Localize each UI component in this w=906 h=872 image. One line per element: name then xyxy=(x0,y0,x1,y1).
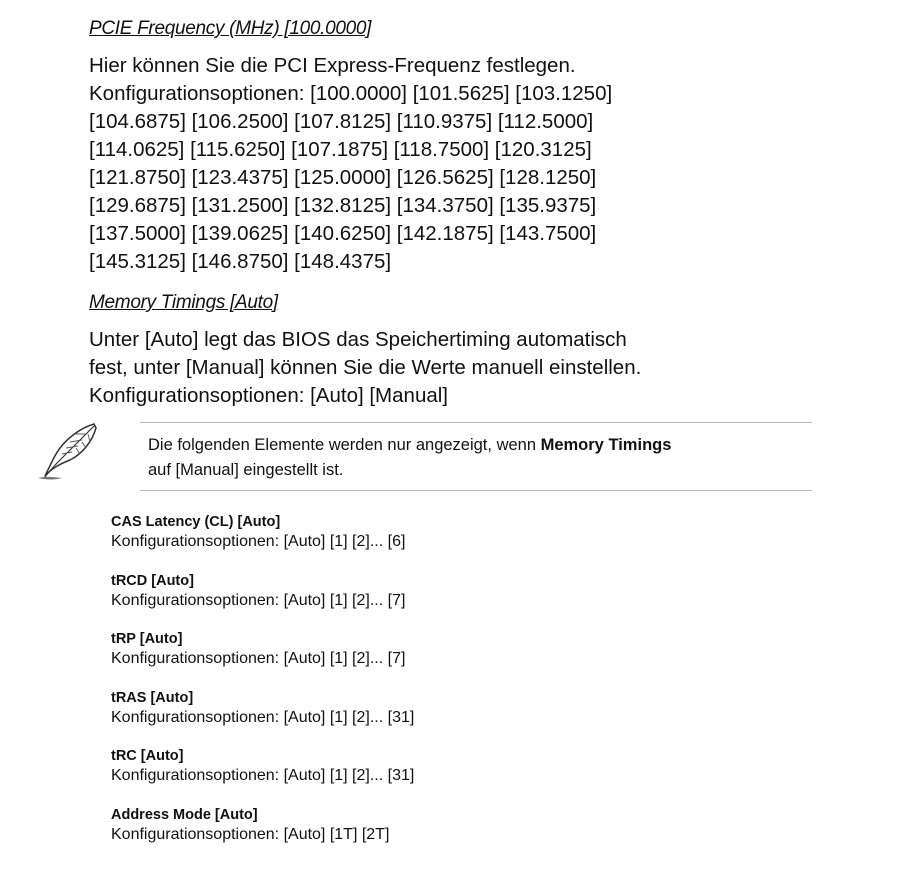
setting-options: Konfigurationsoptionen: [Auto] [1] [2]... [7] xyxy=(111,592,406,609)
setting-title: tRCD [Auto] xyxy=(111,573,194,589)
text-line: [121.8750] [123.4375] [125.0000] [126.5625] [128.1250] xyxy=(89,166,597,189)
setting-item-address-mode xyxy=(111,806,389,846)
setting-item-tras xyxy=(111,689,414,729)
text-line: [137.5000] [139.0625] [140.6250] [142.1875] [143.7500] xyxy=(89,222,597,245)
feather-quill-icon xyxy=(36,420,102,482)
text-line: Konfigurationsoptionen: [Auto] [Manual] xyxy=(89,384,448,407)
note-top-divider xyxy=(140,422,812,423)
text-line: Unter [Auto] legt das BIOS das Speichertiming automatisch xyxy=(89,328,627,351)
memory-timings-heading: Memory Timings [Auto] xyxy=(89,292,278,313)
setting-title: CAS Latency (CL) [Auto] xyxy=(111,514,281,530)
text-line: [104.6875] [106.2500] [107.8125] [110.9375] [112.5000] xyxy=(89,110,594,133)
note-text xyxy=(148,433,671,483)
setting-title: tRC [Auto] xyxy=(111,748,184,764)
pcie-frequency-description xyxy=(89,52,612,276)
setting-title: tRAS [Auto] xyxy=(111,690,194,706)
setting-item-trc xyxy=(111,747,414,787)
setting-options: Konfigurationsoptionen: [Auto] [1] [2]... [31] xyxy=(111,767,415,784)
setting-options: Konfigurationsoptionen: [Auto] [1] [2]... [31] xyxy=(111,709,415,726)
text-line: Hier können Sie die PCI Express-Frequenz festlegen. xyxy=(89,54,576,77)
setting-item-trcd xyxy=(111,572,405,612)
setting-options: Konfigurationsoptionen: [Auto] [1] [2]... [6] xyxy=(111,533,406,550)
note-bottom-divider xyxy=(140,490,812,491)
setting-title: Address Mode [Auto] xyxy=(111,807,258,823)
setting-item-cas-latency xyxy=(111,513,405,553)
setting-title: tRP [Auto] xyxy=(111,631,183,647)
setting-options: Konfigurationsoptionen: [Auto] [1] [2]... [7] xyxy=(111,650,406,667)
note-text-after: auf [Manual] eingestellt ist. xyxy=(148,461,344,479)
memory-timings-description xyxy=(89,326,641,410)
setting-item-trp xyxy=(111,630,405,670)
pcie-frequency-heading: PCIE Frequency (MHz) [100.0000] xyxy=(89,18,372,39)
text-line: [114.0625] [115.6250] [107.1875] [118.7500] [120.3125] xyxy=(89,138,592,161)
text-line: Konfigurationsoptionen: [100.0000] [101.5625] [103.1250] xyxy=(89,82,613,105)
note-text-bold: Memory Timings xyxy=(540,436,672,454)
text-line: fest, unter [Manual] können Sie die Werte manuell einstellen. xyxy=(89,356,642,379)
text-line: [129.6875] [131.2500] [132.8125] [134.3750] [135.9375] xyxy=(89,194,597,217)
note-text-before: Die folgenden Elemente werden nur angezeigt, wenn xyxy=(148,436,541,454)
setting-options: Konfigurationsoptionen: [Auto] [1T] [2T] xyxy=(111,826,390,843)
text-line: [145.3125] [146.8750] [148.4375] xyxy=(89,250,392,273)
